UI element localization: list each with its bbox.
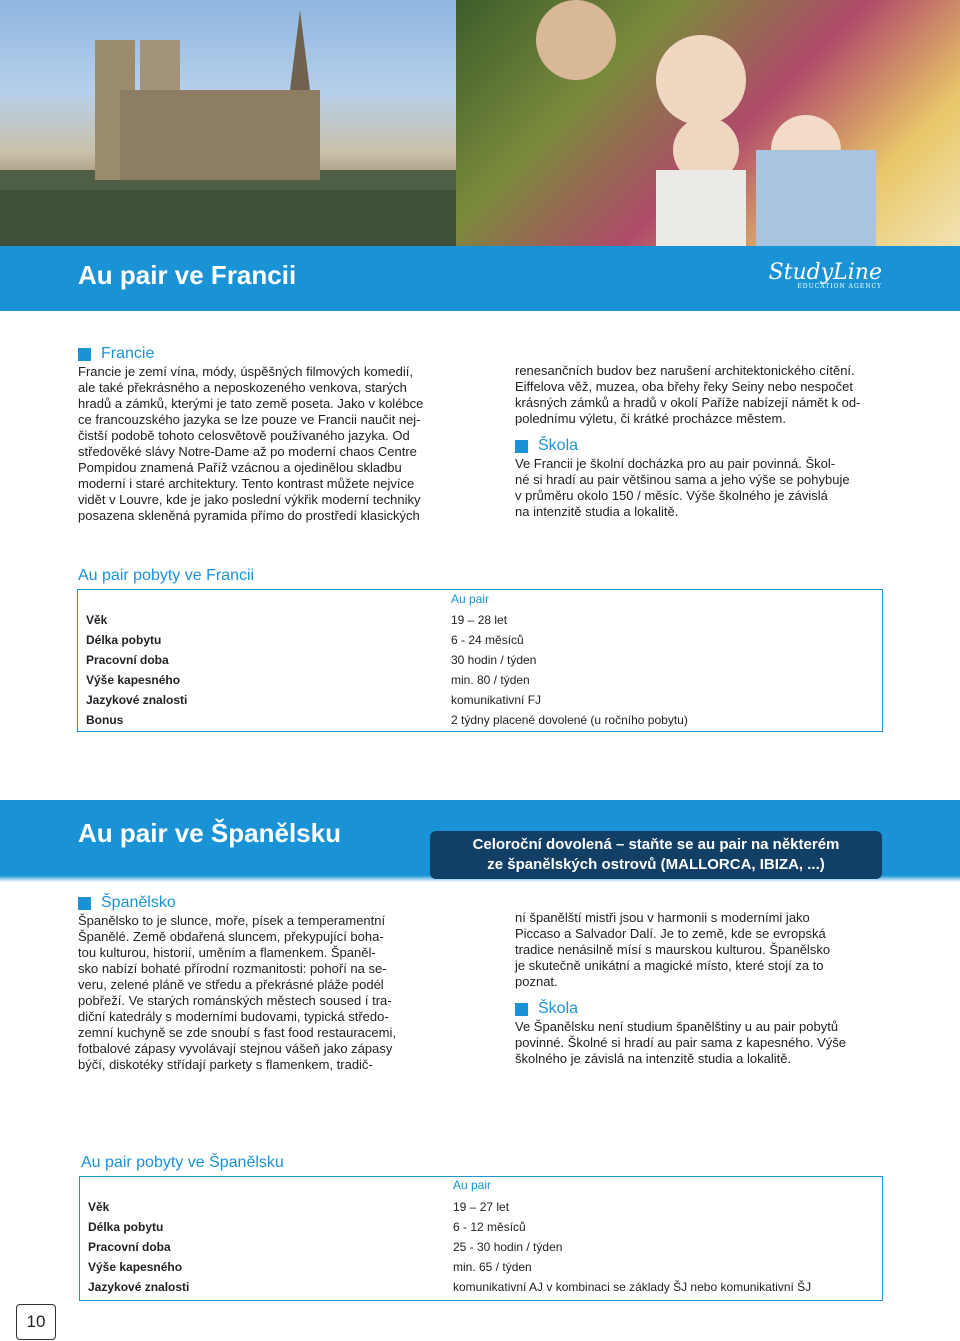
paragraph-line: fotbalové zápasy vyvolávají stejnou vášeň jako zápasy: [78, 1041, 393, 1056]
paragraph-line: Ve Francii je školní docházka pro au pair povinná. Škol-: [515, 456, 836, 471]
header-photos: [0, 0, 960, 246]
paragraph-line: hradů a zámků, kterými je tato země poseta. Jako v kolébce: [78, 396, 424, 411]
paragraph-line: zemní kuchyně se zde snoubí s fast food restauracemi,: [78, 1025, 396, 1040]
paragraph-line: ce francouzského jazyka se lze pouze ve Francii naučit nej-: [78, 412, 421, 427]
paragraph-line: v průměru okolo 150 / měsíc. Výše školného je závislá: [515, 488, 828, 503]
section-heading: Španělsko: [78, 894, 458, 912]
table-header: Au pair: [453, 1178, 492, 1192]
table-row: Délka pobytu 6 - 12 měsíců: [88, 1220, 526, 1234]
paragraph-line: Pompidou znamená Paříž vzácnou a ojedinělou skladbu: [78, 460, 402, 475]
paragraph-line: středověké slávy Notre-Dame až po moderní chaos Centre: [78, 444, 417, 459]
paragraph-line: vidět v Louvre, kde je jako poslední výkřik moderní techniky: [78, 492, 421, 507]
paragraph-line: býčí, diskotéky střídají parkety s flamenkem, tradič-: [78, 1057, 373, 1072]
callout-line: ze španělských ostrovů (MALLORCA, IBIZA, ...): [487, 856, 825, 873]
page-title: Au pair ve Francii: [78, 260, 297, 290]
table-row: Jazykové znalosti komunikativní AJ v kombinaci se základy ŠJ nebo komunikativní ŠJ: [88, 1280, 812, 1294]
logo-text: StudyLine: [768, 260, 882, 285]
bullet-square-icon: [515, 1003, 528, 1016]
spain-intro: [78, 894, 458, 1073]
paragraph-line: Španělé. Země obdařená sluncem, překypující boha-: [78, 929, 384, 944]
paragraph-line: Eiffelova věž, muzea, oba břehy řeky Seiny nebo nespočet: [515, 379, 853, 394]
section-heading: Škola: [515, 437, 890, 455]
paragraph-line: je skutečně unikátní a magické místo, které stojí za to: [515, 958, 824, 973]
paragraph-line: tradice nenásilně mísí s maurskou kulturou. Španělsko: [515, 942, 831, 957]
table-title: Au pair pobyty ve Španělsku: [81, 1154, 284, 1171]
paragraph-line: Piccaso a Salvador Dalí. Je to země, kde se evropská: [515, 926, 826, 941]
paragraph-line: tou kulturou, historií, uměním a flamenkem. Španěl-: [78, 945, 376, 960]
table-row: Pracovní doba 30 hodin / týden: [86, 653, 537, 667]
table-row: Výše kapesného min. 80 / týden: [86, 673, 530, 687]
bullet-square-icon: [78, 897, 91, 910]
table-row: Věk 19 – 28 let: [86, 613, 508, 627]
paragraph-line: krásných zámků a hradů v okolí Paříže nabízejí námět k od-: [515, 395, 861, 410]
paragraph-line: renesančních budov bez narušení architektonického cítění.: [515, 363, 855, 378]
paragraph-line: posazena skleněná pyramida přímo do prostředí klasických: [78, 508, 420, 523]
paragraph-line: školného je závislá na intenzitě studia a lokalitě.: [515, 1051, 792, 1066]
callout-line: Celoroční dovolená – staňte se au pair na některém: [472, 836, 840, 853]
section-title: Au pair ve Španělsku: [78, 818, 341, 848]
paragraph-line: polednímu výletu, či krátké procházce městem.: [515, 411, 786, 426]
paragraph-line: veru, zelené pláně ve středu a překrásné pláže podél: [78, 977, 384, 992]
bullet-square-icon: [78, 348, 91, 361]
section-heading: Francie: [78, 345, 453, 363]
france-table: [77, 589, 883, 732]
table-title: Au pair pobyty ve Francii: [78, 567, 255, 584]
paragraph-line: pobřeží. Ve starých románských městech soused í tra-: [78, 993, 392, 1008]
page-number: 10: [16, 1304, 56, 1340]
paragraph-line: Francie je zemí vína, módy, úspěšných filmových komedií,: [78, 364, 413, 379]
paragraph-line: poznat.: [515, 974, 558, 989]
table-row: Výše kapesného min. 65 / týden: [88, 1260, 532, 1274]
logo-subtitle: EDUCATION AGENCY: [797, 283, 882, 290]
paragraph-line: čistší podobě tohoto celosvětově používaného jazyka. Od: [78, 428, 410, 443]
paragraph-line: povinné. Školné si hradí au pair sama z kapesného. Výše: [515, 1035, 846, 1050]
paragraph-line: ní španělští mistři jsou v harmonii s moderními jako: [515, 910, 810, 925]
table-header: Au pair: [451, 592, 490, 606]
mother-children-photo: [456, 0, 960, 246]
paragraph-line: sko nabízí bohaté přírodní rozmanitosti: pohoří na se-: [78, 961, 387, 976]
paragraph-line: né si hradí au pair většinou sama a jeho výše se pohybuje: [515, 472, 850, 487]
france-cont: [515, 363, 890, 520]
notre-dame-photo: [0, 0, 456, 246]
paragraph-line: Španělsko to je slunce, moře, písek a temperamentní: [78, 913, 386, 928]
studyline-logo: [769, 260, 882, 290]
table-row: Bonus 2 týdny placené dovolené (u ročního pobytu): [86, 713, 688, 727]
section-heading: Škola: [515, 1000, 895, 1018]
paragraph-line: ale také překrásného a neposkozeného venkova, starých: [78, 380, 407, 395]
bullet-square-icon: [515, 440, 528, 453]
table-row: Věk 19 – 27 let: [88, 1200, 510, 1214]
paragraph-line: Ve Španělsku není studium španělštiny u au pair pobytů: [515, 1019, 839, 1034]
table-row: Jazykové znalosti komunikativní FJ: [86, 693, 542, 707]
spain-table: [79, 1176, 883, 1301]
france-banner: [0, 246, 960, 311]
spain-cont: [515, 910, 895, 1067]
table-row: Pracovní doba 25 - 30 hodin / týden: [88, 1240, 563, 1254]
france-intro: [78, 345, 453, 524]
paragraph-line: na intenzitě studia a lokalitě.: [515, 504, 679, 519]
paragraph-line: diční katedrály s moderními budovami, typická středo-: [78, 1009, 389, 1024]
paragraph-line: moderní i staré architektury. Tento kontrast můžete nejvíce: [78, 476, 415, 491]
callout-box: [430, 831, 882, 879]
table-row: Délka pobytu 6 - 24 měsíců: [86, 633, 524, 647]
